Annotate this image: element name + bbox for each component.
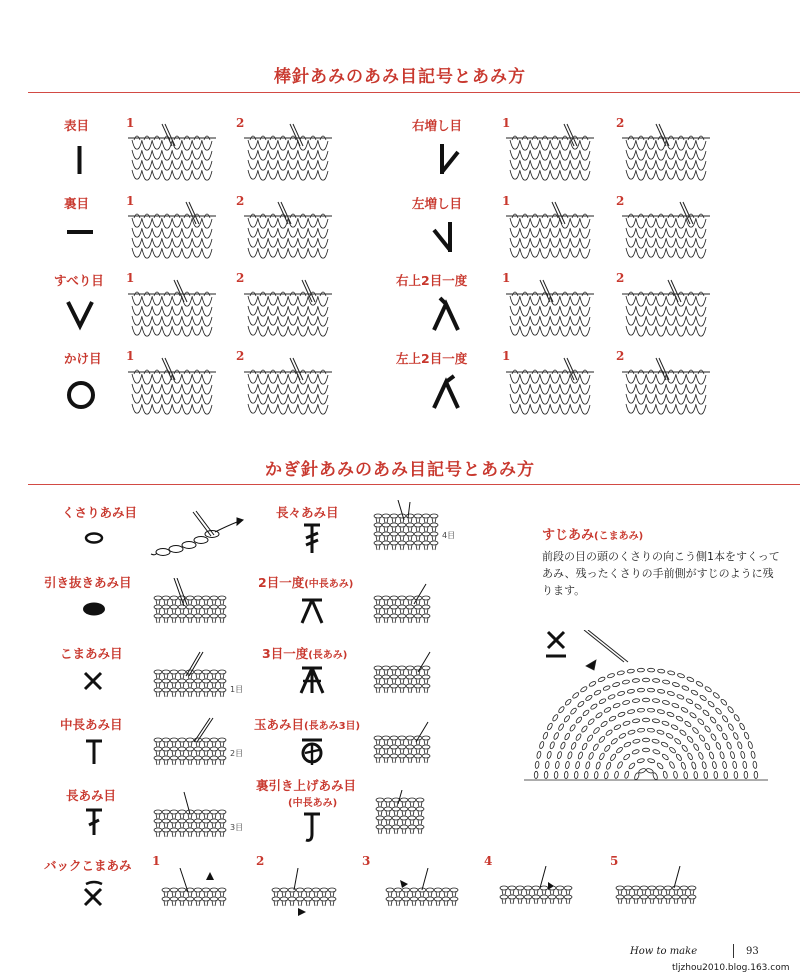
knit-step-num: 2 — [236, 116, 245, 130]
hdc2tog-symbol-icon — [296, 596, 328, 626]
left-increase-illustration — [504, 200, 600, 262]
purl-symbol-icon — [64, 224, 96, 240]
knit-label-ura: 裏目 — [64, 196, 90, 211]
reverse-sc-step-num: 2 — [256, 854, 265, 868]
crochet-label-single: こまあみ目 — [60, 646, 123, 661]
crochet-label-chain: くさりあみ目 — [62, 505, 138, 520]
double-crochet-illustration — [150, 790, 246, 850]
reverse-sc-step-num: 5 — [610, 854, 619, 868]
crochet-label-text: 3目一度 — [262, 646, 309, 661]
footer-divider — [733, 944, 734, 958]
knit-label-right-decrease: 右上2目一度 — [396, 273, 468, 288]
half-double-illustration — [150, 716, 246, 776]
crochet-label-dc3tog — [262, 644, 347, 662]
crochet-title-rule — [28, 484, 800, 485]
crochet-section-title: かぎ針あみのあみ目記号とあみ方 — [265, 460, 535, 480]
yarn-over-illustration — [242, 356, 338, 418]
reverse-sc-step-num: 3 — [362, 854, 371, 868]
yarn-over-symbol-icon — [64, 378, 98, 412]
treble-illustration — [370, 500, 460, 566]
treble-symbol-icon — [298, 522, 326, 556]
left-increase-symbol-icon — [428, 218, 464, 256]
double-crochet-symbol-icon — [80, 806, 108, 838]
reverse-sc-symbol-icon — [80, 880, 108, 910]
crochet-label-double: 長あみ目 — [66, 788, 117, 803]
knit-step-num: 1 — [502, 349, 511, 363]
bobble-symbol-icon — [296, 736, 328, 768]
knit-title-rule — [28, 92, 800, 93]
crochet-label-back-post-sub: (中長あみ) — [288, 798, 338, 809]
knit-step-num: 2 — [616, 116, 625, 130]
crochet-label-reverse-sc: バックこまあみ — [44, 858, 132, 873]
right-decrease-symbol-icon — [428, 296, 464, 334]
slip-stitch-symbol-icon — [80, 600, 108, 618]
knit-label-suberi: すべり目 — [54, 273, 104, 288]
crochet-label-treble: 長々あみ目 — [276, 505, 339, 520]
chain-symbol-icon — [80, 530, 108, 546]
crochet-label-half-double: 中長あみ目 — [60, 717, 123, 732]
crochet-label-text: 2目一度 — [258, 575, 305, 590]
footer-howto: How to make — [630, 946, 698, 957]
blog-url: tljzhou2010.blog.163.com — [672, 963, 790, 973]
purl-illustration — [242, 200, 338, 262]
purl-illustration — [126, 200, 222, 262]
right-decrease-illustration — [620, 278, 716, 340]
suji-name: すじあみ — [542, 528, 595, 543]
reverse-sc-step-num: 1 — [152, 854, 161, 868]
knit-step-num: 2 — [236, 271, 245, 285]
left-increase-illustration — [620, 200, 716, 262]
knit-symbol-icon — [70, 142, 90, 178]
right-decrease-illustration — [504, 278, 600, 340]
knit-step-num: 1 — [502, 194, 511, 208]
knit-illustration — [242, 122, 338, 184]
knit-step-num: 1 — [126, 349, 135, 363]
crochet-label-hdc2tog — [258, 573, 353, 591]
crochet-label-sub: (中長あみ) — [304, 579, 354, 590]
knit-label-kake: かけ目 — [64, 351, 102, 366]
knit-step-num: 1 — [126, 116, 135, 130]
knit-label-omote: 表目 — [64, 118, 90, 133]
knit-section-title: 棒針あみのあみ目記号とあみ方 — [274, 67, 526, 87]
knit-step-num: 2 — [236, 194, 245, 208]
slip-illustration — [126, 278, 222, 340]
suji-sub: (こまあみ) — [594, 531, 644, 542]
back-post-symbol-icon — [298, 810, 328, 844]
single-crochet-illustration — [150, 650, 246, 708]
suji-description: 前段の目の頭のくさりの向こう側1本をすくってあみ、残ったくさりの手前側がすじのように残ります。 — [542, 550, 780, 597]
right-increase-illustration — [620, 122, 716, 184]
knit-illustration — [126, 122, 222, 184]
back-post-illustration — [372, 790, 444, 852]
knit-label-right-increase: 右増し目 — [412, 118, 463, 133]
bobble-illustration — [370, 720, 450, 776]
back-loop-illustration — [524, 630, 768, 786]
stitch-count-text: 4目 — [442, 531, 456, 540]
page-number: 93 — [746, 946, 759, 957]
crochet-label-back-post: 裏引き上げあみ目 — [256, 778, 357, 793]
dc3tog-illustration — [370, 650, 450, 708]
crochet-label-slip: 引き抜きあみ目 — [44, 575, 132, 590]
stitch-count-text: 1目 — [230, 685, 244, 694]
slip-illustration — [242, 278, 338, 340]
stitch-count-text: 2目 — [230, 749, 244, 758]
knit-step-num: 2 — [616, 349, 625, 363]
hdc2tog-illustration — [370, 582, 450, 636]
crochet-label-sub: (長あみ3目) — [304, 721, 361, 732]
single-crochet-symbol-icon — [80, 668, 108, 694]
knit-step-num: 1 — [126, 194, 135, 208]
knit-step-num: 2 — [236, 349, 245, 363]
half-double-symbol-icon — [80, 737, 108, 767]
reverse-sc-step-num: 4 — [484, 854, 493, 868]
knit-label-left-decrease: 左上2目一度 — [396, 351, 468, 366]
knit-step-num: 2 — [616, 194, 625, 208]
knit-step-num: 1 — [502, 116, 511, 130]
knit-step-num: 1 — [126, 271, 135, 285]
reverse-sc-step-4-illustration — [496, 866, 588, 920]
dc3tog-symbol-icon — [296, 664, 328, 696]
chain-illustration — [145, 510, 250, 562]
reverse-sc-step-1-illustration — [158, 868, 248, 920]
crochet-label-sub: (長あみ) — [308, 650, 348, 661]
crochet-label-bobble — [254, 715, 360, 733]
slip-symbol-icon — [64, 296, 96, 332]
reverse-sc-step-5-illustration — [612, 866, 712, 920]
knit-step-num: 2 — [616, 271, 625, 285]
yarn-over-illustration — [126, 356, 222, 418]
knit-step-num: 1 — [502, 271, 511, 285]
left-decrease-illustration — [504, 356, 600, 418]
slip-stitch-illustration — [150, 578, 246, 636]
suji-title — [542, 524, 643, 543]
right-increase-illustration — [504, 122, 600, 184]
stitch-count-text: 3目 — [230, 823, 244, 832]
reverse-sc-step-3-illustration — [382, 868, 474, 920]
crochet-label-text: 玉あみ目 — [254, 717, 305, 732]
left-decrease-illustration — [620, 356, 716, 418]
left-decrease-symbol-icon — [428, 374, 464, 412]
knit-label-left-increase: 左増し目 — [412, 196, 463, 211]
right-increase-symbol-icon — [428, 140, 464, 178]
reverse-sc-step-2-illustration — [268, 868, 358, 920]
